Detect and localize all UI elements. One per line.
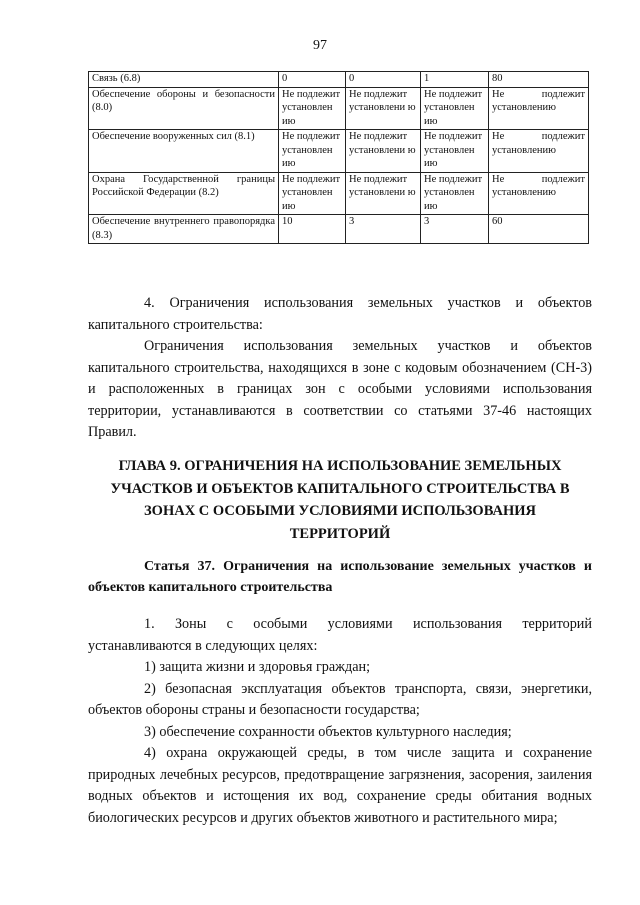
- chapter-heading-line: УЧАСТКОВ И ОБЪЕКТОВ КАПИТАЛЬНОГО СТРОИТЕЛЬСТВА В: [110, 480, 570, 497]
- table-cell: Не подлежит установлени ю: [346, 87, 421, 130]
- section-4: [88, 293, 592, 444]
- chapter-heading: [88, 455, 592, 545]
- table-cell: 80: [489, 72, 589, 88]
- list-item: 4) охрана окружающей среды, в том числе защита и сохранение природных лечебных ресурсов, предотвращение загрязнения, засорения, заиления водных объектов и истощения их вод, сохранение среды обитания водных биологических ресурсов и других объектов животного и растительного мира;: [88, 745, 592, 826]
- table-cell: 3: [346, 215, 421, 244]
- table-cell: 0: [279, 72, 346, 88]
- limits-table: [88, 71, 589, 244]
- table-cell: 10: [279, 215, 346, 244]
- section-4-heading: 4. Ограничения использования земельных участков и объектов капитального строительства:: [88, 295, 592, 333]
- table-cell-name: Связь (6.8): [89, 72, 279, 88]
- table-row: [89, 172, 589, 215]
- table-cell: Не подлежит установлен ию: [421, 130, 489, 173]
- table-cell-name: Обеспечение вооруженных сил (8.1): [89, 130, 279, 173]
- table-cell-name: Обеспечение обороны и безопасности (8.0): [89, 87, 279, 130]
- purposes-list: [88, 614, 592, 829]
- table-cell: 0: [346, 72, 421, 88]
- page-number: 97: [313, 38, 327, 53]
- table-cell: Не подлежит установлен ию: [421, 87, 489, 130]
- table-cell: Не подлежит установлени ю: [346, 172, 421, 215]
- table-cell: Не подлежит установлению: [489, 172, 589, 215]
- section-4-body: Ограничения использования земельных участков и объектов капитального строительства, находящихся в зоне с кодовым обозначением (СН-3) и расположенных в границах зон с особыми условиями использования территории, устанавливаются в соответствии со статьями 37-46 настоящих Правил.: [88, 338, 592, 440]
- article-heading-line: Статья 37. Ограничения на использование земельных участков и: [144, 559, 592, 574]
- table-cell: Не подлежит установлению: [489, 130, 589, 173]
- table-cell: 3: [421, 215, 489, 244]
- list-item: 3) обеспечение сохранности объектов культурного наследия;: [144, 723, 512, 740]
- table-row: [89, 87, 589, 130]
- table-cell: 1: [421, 72, 489, 88]
- table-cell-name: Охрана Государственной границы Российской Федерации (8.2): [89, 172, 279, 215]
- chapter-heading-line: ТЕРРИТОРИЙ: [289, 525, 391, 542]
- table-row: [89, 130, 589, 173]
- list-item: 2) безопасная эксплуатация объектов транспорта, связи, энергетики, объектов обороны страны и безопасности государства;: [88, 680, 592, 718]
- table-cell: 60: [489, 215, 589, 244]
- table-cell: Не подлежит установлен ию: [279, 130, 346, 173]
- list-intro: 1. Зоны с особыми условиями использования территорий устанавливаются в следующих целях:: [88, 616, 592, 654]
- chapter-heading-line: ГЛАВА 9. ОГРАНИЧЕНИЯ НА ИСПОЛЬЗОВАНИЕ ЗЕМЕЛЬНЫХ: [118, 458, 562, 474]
- table-cell: Не подлежит установлени ю: [346, 130, 421, 173]
- article-heading-line: объектов капитального строительства: [88, 580, 333, 595]
- article-heading: [88, 556, 592, 598]
- table-cell: Не подлежит установлен ию: [279, 172, 346, 215]
- table-row: [89, 215, 589, 244]
- table-row: [89, 72, 589, 88]
- table-cell: Не подлежит установлен ию: [279, 87, 346, 130]
- table-cell: Не подлежит установлен ию: [421, 172, 489, 215]
- table-cell-name: Обеспечение внутреннего правопорядка (8.3): [89, 215, 279, 244]
- chapter-heading-line: ЗОНАХ С ОСОБЫМИ УСЛОВИЯМИ ИСПОЛЬЗОВАНИЯ: [144, 503, 536, 519]
- table-cell: Не подлежит установлению: [489, 87, 589, 130]
- list-item: 1) защита жизни и здоровья граждан;: [144, 659, 371, 675]
